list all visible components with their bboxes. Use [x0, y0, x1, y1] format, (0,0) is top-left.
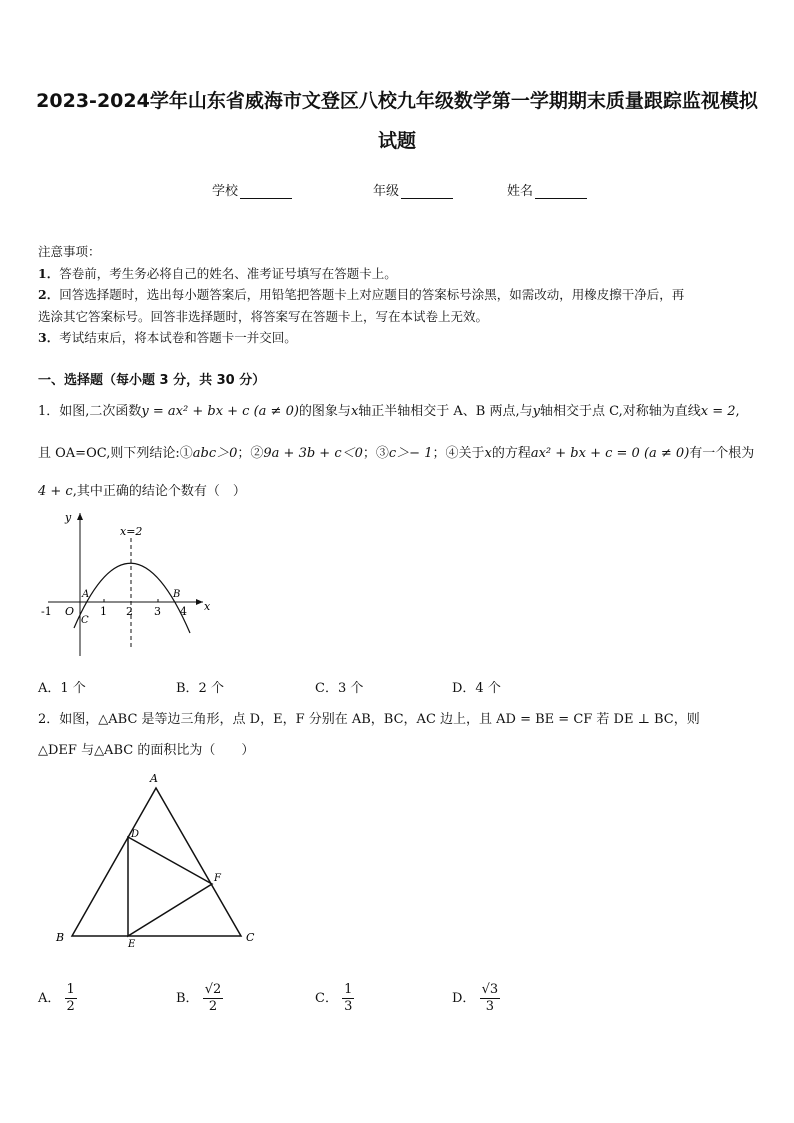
- fraction-denominator: 2: [208, 999, 218, 1014]
- q2-option-c[interactable]: [315, 982, 354, 1015]
- note-item-2-cont: 选涂其它答案标号。回答非选择题时，将答案写在答题卡上，写在本试卷上无效。: [38, 308, 489, 324]
- q2-option-letter: B．: [176, 991, 199, 1006]
- name-field[interactable]: [507, 180, 587, 199]
- point-b-label: B: [173, 589, 181, 600]
- q1-text: 轴正半轴相交于 A、B 两点,与: [358, 404, 533, 419]
- name-blank[interactable]: [535, 185, 587, 199]
- q2-option-d[interactable]: [452, 982, 500, 1015]
- x-axis-arrow: [196, 599, 203, 605]
- note-text-3: 考试结束后，将本试卷和答题卡一并交回。: [59, 330, 297, 345]
- q1-option-d[interactable]: D．4 个: [452, 681, 501, 696]
- point-a-label: A: [82, 589, 90, 600]
- q1-conclusion-num: ；③: [362, 446, 389, 461]
- q1-line1: [38, 400, 760, 419]
- tick-label-3: 3: [154, 605, 161, 618]
- section-heading: 一、选择题（每小题 3 分，共 30 分）: [38, 373, 266, 388]
- exam-notes: [38, 241, 760, 349]
- q2-option-letter: C．: [315, 991, 338, 1006]
- q2-option-fraction: [203, 982, 224, 1015]
- exam-title-line2: 试题: [377, 130, 416, 152]
- q2-option-letter: A．: [38, 991, 61, 1006]
- q2-number: 2．: [38, 712, 60, 727]
- school-field[interactable]: [212, 180, 292, 199]
- vertex-b-label: B: [56, 931, 65, 944]
- fraction-denominator: 3: [344, 999, 353, 1014]
- q1-option-b[interactable]: B．2 个: [176, 681, 224, 696]
- y-axis-arrow: [77, 513, 83, 520]
- grade-blank[interactable]: [401, 185, 453, 199]
- q1-var-x: x: [484, 446, 492, 461]
- q1-number: 1．: [38, 404, 60, 419]
- q1-parabola-figure: [38, 508, 218, 658]
- q2-option-fraction: [342, 982, 354, 1015]
- tick-label-1: 1: [100, 605, 107, 618]
- q2-option-b[interactable]: [176, 982, 223, 1015]
- fraction-denominator: 3: [485, 999, 494, 1014]
- q1-text: 的方程: [491, 446, 531, 461]
- note-item-1: [38, 263, 760, 285]
- q1-text: 的图象与: [298, 404, 351, 419]
- q2-text: 如图，△ABC 是等边三角形，点 D，E，F 分别在 AB，BC，AC 边上，且 AD = BE = CF 若 DE ⊥ BC，则: [59, 712, 700, 727]
- school-label: 学校: [212, 184, 239, 199]
- note-item-2: [38, 284, 760, 306]
- q2-line2: △DEF 与△ABC 的面积比为（ ）: [38, 743, 255, 758]
- note-num-2: 2．: [38, 287, 60, 302]
- q1-conclusion-1: abc＞0: [192, 446, 238, 461]
- fraction-numerator: √2: [204, 982, 222, 997]
- notes-heading: 注意事项：: [38, 244, 101, 259]
- q1-option-a[interactable]: A．1 个: [38, 681, 86, 696]
- q1-option-c[interactable]: C．3 个: [315, 681, 364, 696]
- symmetry-axis-label: x=2: [120, 525, 143, 538]
- q1-var-y: y: [532, 404, 540, 419]
- note-text-2a: 回答选择题时，选出每小题答案后，用铅笔把答题卡上对应题目的答案标号涂黑，如需改动，用橡皮擦干净后，再: [59, 287, 685, 302]
- q1-conclusion-num: ①: [179, 446, 193, 461]
- point-d-label: D: [131, 829, 140, 840]
- x-axis-label: x: [204, 600, 211, 613]
- fraction-denominator: 2: [66, 999, 75, 1014]
- q1-text: 有一个根为: [689, 446, 755, 461]
- q1-text: 轴相交于点 C,对称轴为直线: [539, 404, 701, 419]
- q1-conclusion-3: c＞− 1: [388, 446, 433, 461]
- q1-conclusion-num: ；②: [237, 446, 264, 461]
- fraction-numerator: 1: [344, 982, 353, 997]
- point-c-label: C: [81, 615, 89, 626]
- q1-conclusion-num: ；④关于: [432, 446, 485, 461]
- name-label: 姓名: [507, 184, 534, 199]
- school-blank[interactable]: [240, 185, 292, 199]
- q1-text: ,: [735, 404, 740, 419]
- note-num-1: 1．: [38, 265, 60, 281]
- q1-var-x: x: [350, 404, 359, 419]
- fraction-numerator: √3: [481, 982, 499, 997]
- origin-label: O: [65, 605, 75, 618]
- note-text-1: 答卷前，考生务必将自己的姓名、准考证号填写在答题卡上。: [59, 265, 397, 281]
- q2-triangle-figure: [50, 768, 265, 948]
- q1-text: 且 OA=OC,则下列结论:: [38, 446, 180, 461]
- tick-label-neg1: -1: [41, 605, 52, 618]
- q1-equation: ax² + bx + c = 0 (a ≠ 0): [530, 446, 690, 461]
- q1-formula: y = ax² + bx + c (a ≠ 0): [141, 404, 299, 419]
- tick-label-4: 4: [180, 605, 187, 618]
- tick-label-2: 2: [126, 605, 133, 618]
- point-e-label: E: [128, 939, 136, 948]
- q2-option-fraction: [480, 982, 501, 1015]
- q1-line3: [38, 480, 760, 499]
- grade-field[interactable]: [373, 180, 453, 199]
- q2-option-fraction: [65, 982, 77, 1015]
- q1-conclusion-2: 9a + 3b + c＜0: [263, 446, 363, 461]
- q2-option-letter: D．: [452, 991, 476, 1006]
- vertex-a-label: A: [150, 772, 158, 785]
- triangle-def: [128, 837, 212, 936]
- fraction-numerator: 1: [66, 982, 75, 997]
- triangle-abc: [72, 788, 241, 936]
- q2-option-a[interactable]: [38, 982, 77, 1015]
- q1-text: 如图,二次函数: [59, 404, 142, 419]
- exam-title-line1: 2023-2024学年山东省威海市文登区八校九年级数学第一学期期末质量跟踪监视模拟: [36, 90, 758, 112]
- q1-line2: [38, 442, 760, 461]
- vertex-c-label: C: [246, 931, 255, 944]
- q2-line1: [38, 708, 760, 727]
- point-f-label: F: [214, 873, 221, 884]
- grade-label: 年级: [373, 184, 400, 199]
- q1-root: 4 + c: [38, 484, 73, 499]
- q1-text: ,其中正确的结论个数有（ ）: [72, 484, 246, 499]
- note-num-3: 3．: [38, 330, 60, 345]
- y-axis-label: y: [65, 511, 72, 524]
- q1-axis-eq: x = 2: [700, 404, 736, 419]
- note-item-3: [38, 327, 760, 349]
